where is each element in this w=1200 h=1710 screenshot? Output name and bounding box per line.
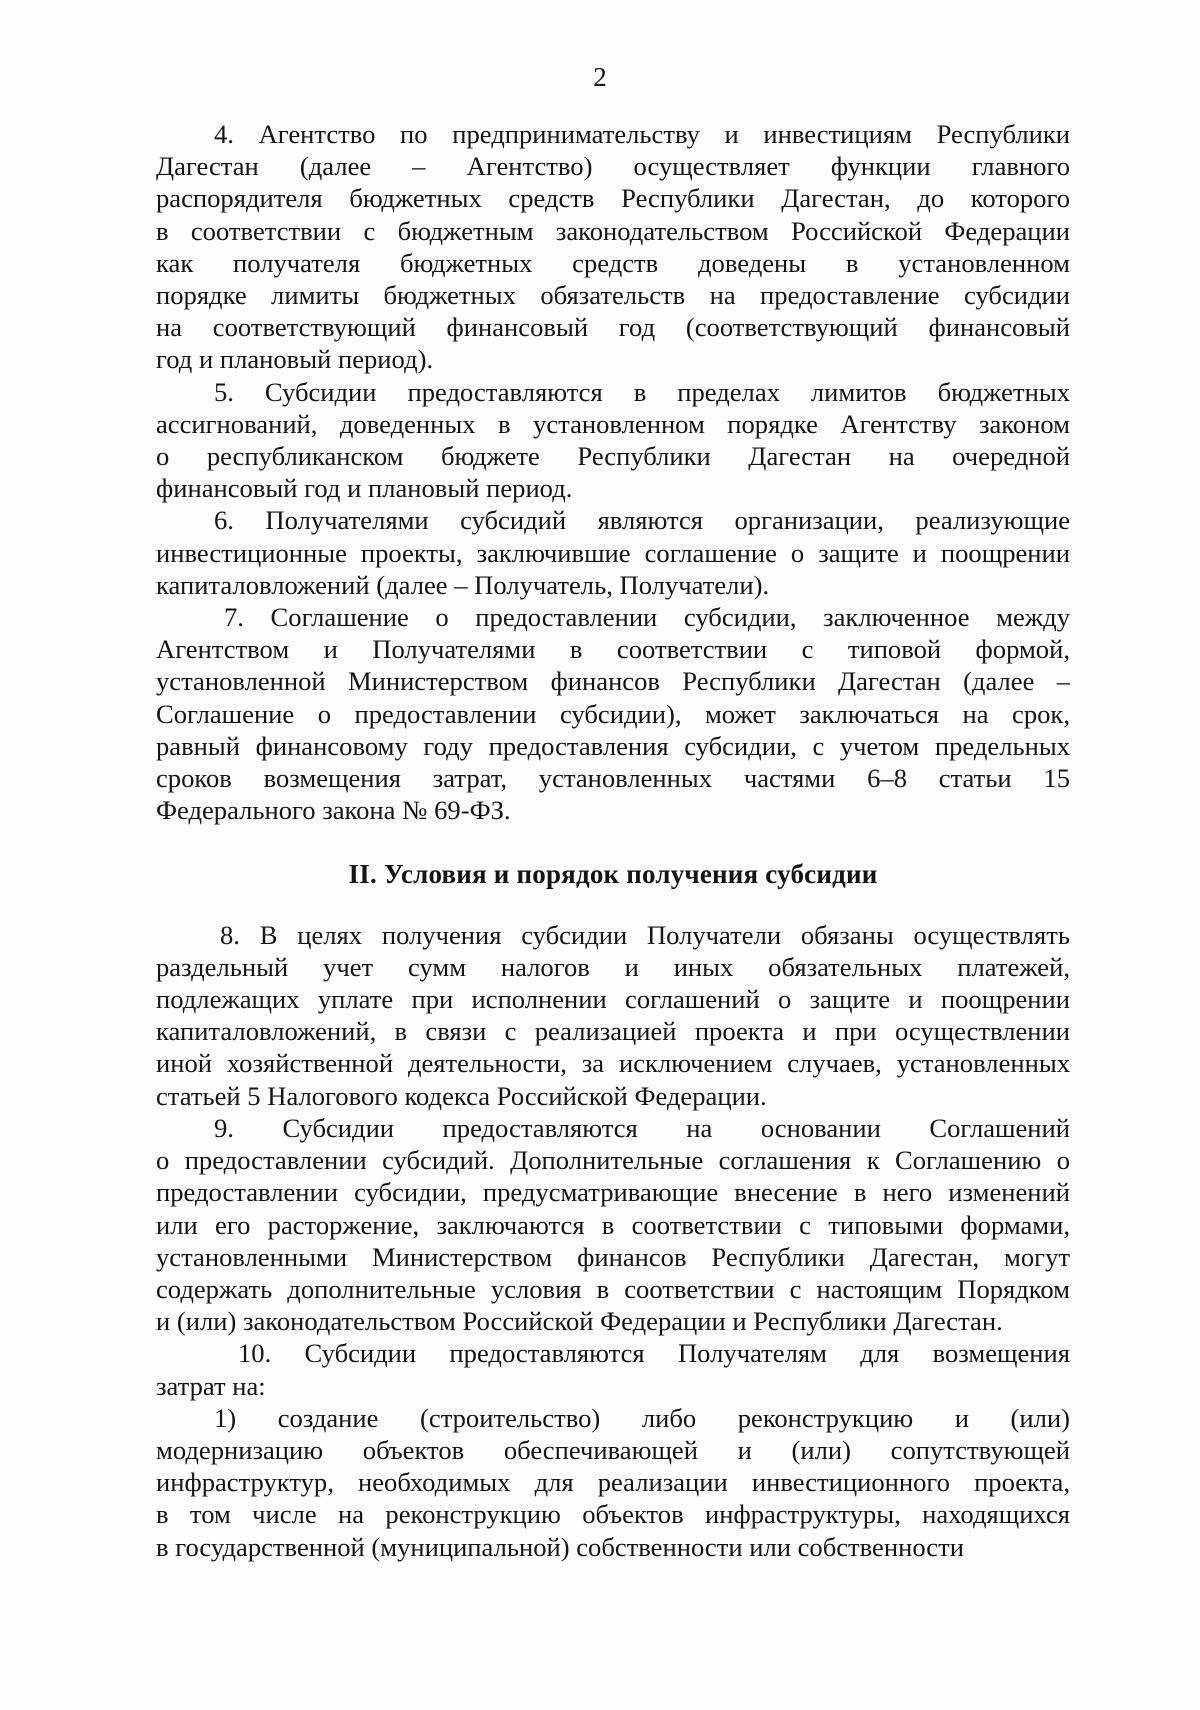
text-line: или его расторжение, заключаются в соответствии с типовыми формами, <box>156 1209 1070 1240</box>
text-line: в том числе на реконструкцию объектов инфраструктуры, находящихся <box>156 1499 1070 1530</box>
paragraph-p7 <box>156 601 1070 826</box>
text-line: иной хозяйственной деятельности, за исключением случаев, установленных <box>156 1048 1070 1079</box>
text-line: статьей 5 Налогового кодекса Российской Федерации. <box>156 1080 767 1111</box>
text-line: распорядителя бюджетных средств Республики Дагестан, до которого <box>156 183 1070 214</box>
text-line: год и плановый период). <box>156 344 434 375</box>
paragraph-p4 <box>156 118 1070 376</box>
text-line: подлежащих уплате при исполнении соглашений о защите и поощрении <box>156 984 1070 1015</box>
text-line: о республиканском бюджете Республики Дагестан на очередной <box>156 441 1070 472</box>
text-line: сроков возмещения затрат, установленных частями 6–8 статьи 15 <box>156 763 1070 794</box>
paragraph-p8 <box>156 919 1070 1112</box>
document-body <box>156 118 1070 1563</box>
text-line: в государственной (муниципальной) собственности или собственности <box>156 1531 964 1562</box>
text-line: Соглашение о предоставлении субсидии), может заключаться на срок, <box>156 698 1070 729</box>
paragraph-p9 <box>156 1112 1070 1337</box>
text-line: Дагестан (далее – Агентство) осуществляет функции главного <box>156 151 1070 182</box>
text-line: 5. Субсидии предоставляются в пределах лимитов бюджетных <box>214 376 1070 407</box>
paragraph-p10-1 <box>156 1402 1070 1563</box>
text-line: содержать дополнительные условия в соответствии с настоящим Порядком <box>156 1273 1070 1304</box>
text-line: предоставлении субсидии, предусматривающие внесение в него изменений <box>156 1177 1070 1208</box>
text-line: ассигнований, доведенных в установленном порядке Агентству законом <box>156 408 1070 439</box>
paragraph-p6 <box>156 504 1070 601</box>
text-line: установленными Министерством финансов Республики Дагестан, могут <box>156 1241 1070 1272</box>
text-line: 8. В целях получения субсидии Получатели обязаны осуществлять <box>220 919 1070 950</box>
text-line: 9. Субсидии предоставляются на основании Соглашений <box>214 1112 1070 1143</box>
page-number: 2 <box>593 62 607 92</box>
text-line: и (или) законодательством Российской Федерации и Республики Дагестан. <box>156 1306 1003 1337</box>
text-line: инвестиционные проекты, заключившие соглашение о защите и поощрении <box>156 537 1070 568</box>
text-line: 6. Получателями субсидий являются организации, реализующие <box>214 505 1070 536</box>
text-line: раздельный учет сумм налогов и иных обязательных платежей, <box>156 951 1070 982</box>
text-line: равный финансовому году предоставления субсидии, с учетом предельных <box>156 730 1070 761</box>
text-line: порядке лимиты бюджетных обязательств на предоставление субсидии <box>156 280 1070 311</box>
paragraphs-block-2 <box>156 919 1070 1563</box>
text-line: финансовый год и плановый период. <box>156 473 573 504</box>
text-line: капиталовложений, в связи с реализацией проекта и при осуществлении <box>156 1016 1070 1047</box>
text-line: модернизацию объектов обеспечивающей и (или) сопутствующей <box>156 1434 1070 1465</box>
text-line: затрат на: <box>156 1370 266 1401</box>
text-line: о предоставлении субсидий. Дополнительные соглашения к Соглашению о <box>156 1145 1070 1176</box>
section-heading: II. Условия и порядок получения субсидии <box>348 859 878 890</box>
text-line: как получателя бюджетных средств доведены в установленном <box>156 247 1070 278</box>
text-line: Агентством и Получателями в соответствии с типовой формой, <box>156 634 1070 665</box>
paragraphs-block-1 <box>156 118 1070 826</box>
text-line: установленной Министерством финансов Республики Дагестан (далее – <box>156 666 1070 697</box>
text-line: инфраструктур, необходимых для реализации инвестиционного проекта, <box>156 1467 1070 1498</box>
text-line: капиталовложений (далее – Получатель, Получатели). <box>156 569 770 600</box>
text-line: 10. Субсидии предоставляются Получателям для возмещения <box>238 1338 1070 1369</box>
text-line: на соответствующий финансовый год (соответствующий финансовый <box>156 312 1070 343</box>
text-line: 4. Агентство по предпринимательству и инвестициям Республики <box>214 119 1070 149</box>
text-line: Федерального закона № 69-ФЗ. <box>156 795 511 826</box>
paragraph-p10 <box>156 1337 1070 1401</box>
text-line: в соответствии с бюджетным законодательством Российской Федерации <box>156 215 1070 246</box>
paragraph-p5 <box>156 376 1070 505</box>
text-line: 1) создание (строительство) либо реконструкцию и (или) <box>214 1402 1070 1433</box>
text-line: 7. Соглашение о предоставлении субсидии, заключенное между <box>224 602 1070 633</box>
